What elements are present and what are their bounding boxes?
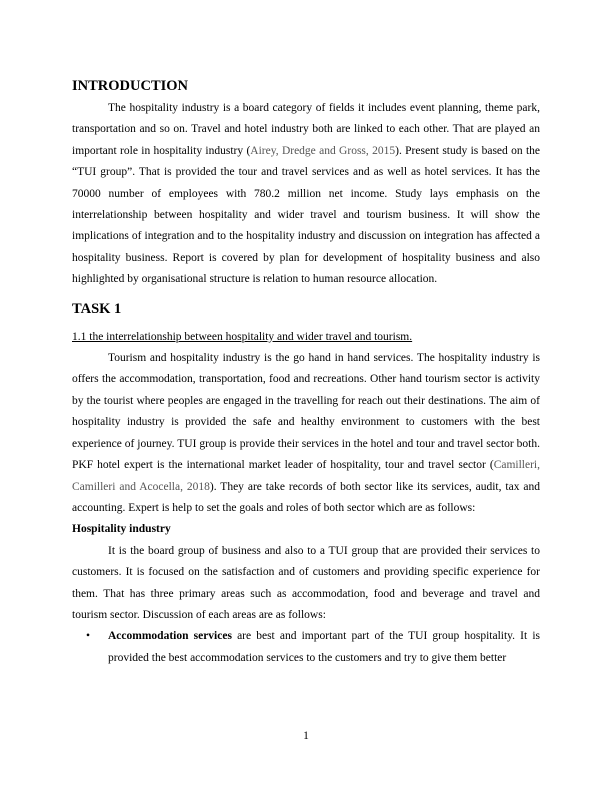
task1-subheading: 1.1 the interrelationship between hospitality and wider travel and tourism.	[72, 330, 413, 343]
bullet-bold-term: Accommodation services	[108, 630, 232, 643]
introduction-text-a: The hospitality industry is a board category of fields it includes event planning, theme park, transportation and so on. Travel and hotel industry both are linked to each other. That are played an important role in hospitality industry (	[72, 102, 540, 157]
task1-text-b: ). They are take records of both sector like its services, audit, tax and accounting. Expert is help to set the goals and roles of both sector which are as follows:	[72, 480, 540, 514]
hospitality-industry-paragraph: It is the board group of business and also to a TUI group that are provided their services to customers. It is focused on the satisfaction and of customers and providing specific experience for them. That has three primary areas such as accommodation, food and beverage and travel and tourism sector. Discussion of each areas are as follows:	[72, 544, 540, 621]
bullet-list	[72, 626, 540, 669]
bullet-icon: •	[86, 630, 91, 643]
task1-text-a: Tourism and hospitality industry is the go hand in hand services. The hospitality industry is offers the accommodation, transportation, food and recreations. Other hand tourism sector is activity by the tourist where peoples are engaged in the travelling for reach out their destinations. The aim of hospitality industry is provided the safe and healthy environment to customers with the best experience of journey. TUI group is provide their services in the hotel and tour and travel sector both. PKF hotel expert is the international market leader of hospitality, tour and travel sector (	[72, 352, 540, 472]
introduction-text-b: ). Present study is based on the “TUI group”. That is provided the tour and travel services and as well as hotel services. It has the 70000 number of employees with 780.2 million net income. Study lays emphasis on the interrelationship between hospitality and wider travel and tourism business. It will show the implications of integration and to the hospitality industry and discussion on integration has affected a hospitality business. Report is covered by plan for development of hospitality business and also highlighted by organisational structure is relation to human resource allocation.	[72, 144, 540, 286]
introduction-citation: Airey, Dredge and Gross, 2015	[250, 144, 396, 157]
introduction-paragraph	[72, 98, 540, 291]
task1-paragraph	[72, 348, 540, 519]
document-page	[72, 76, 540, 669]
hospitality-industry-heading: Hospitality industry	[72, 523, 171, 536]
page-number: 1	[303, 730, 309, 742]
task1-heading: TASK 1	[72, 300, 122, 317]
task1-citation: Camilleri, Camilleri and Acocella, 2018	[72, 459, 540, 493]
introduction-heading: INTRODUCTION	[72, 78, 189, 94]
list-item	[72, 626, 540, 669]
bullet-text: are best and important part of the TUI group hospitality. It is provided the best accommodation services to the customers and try to give them better	[108, 630, 540, 664]
